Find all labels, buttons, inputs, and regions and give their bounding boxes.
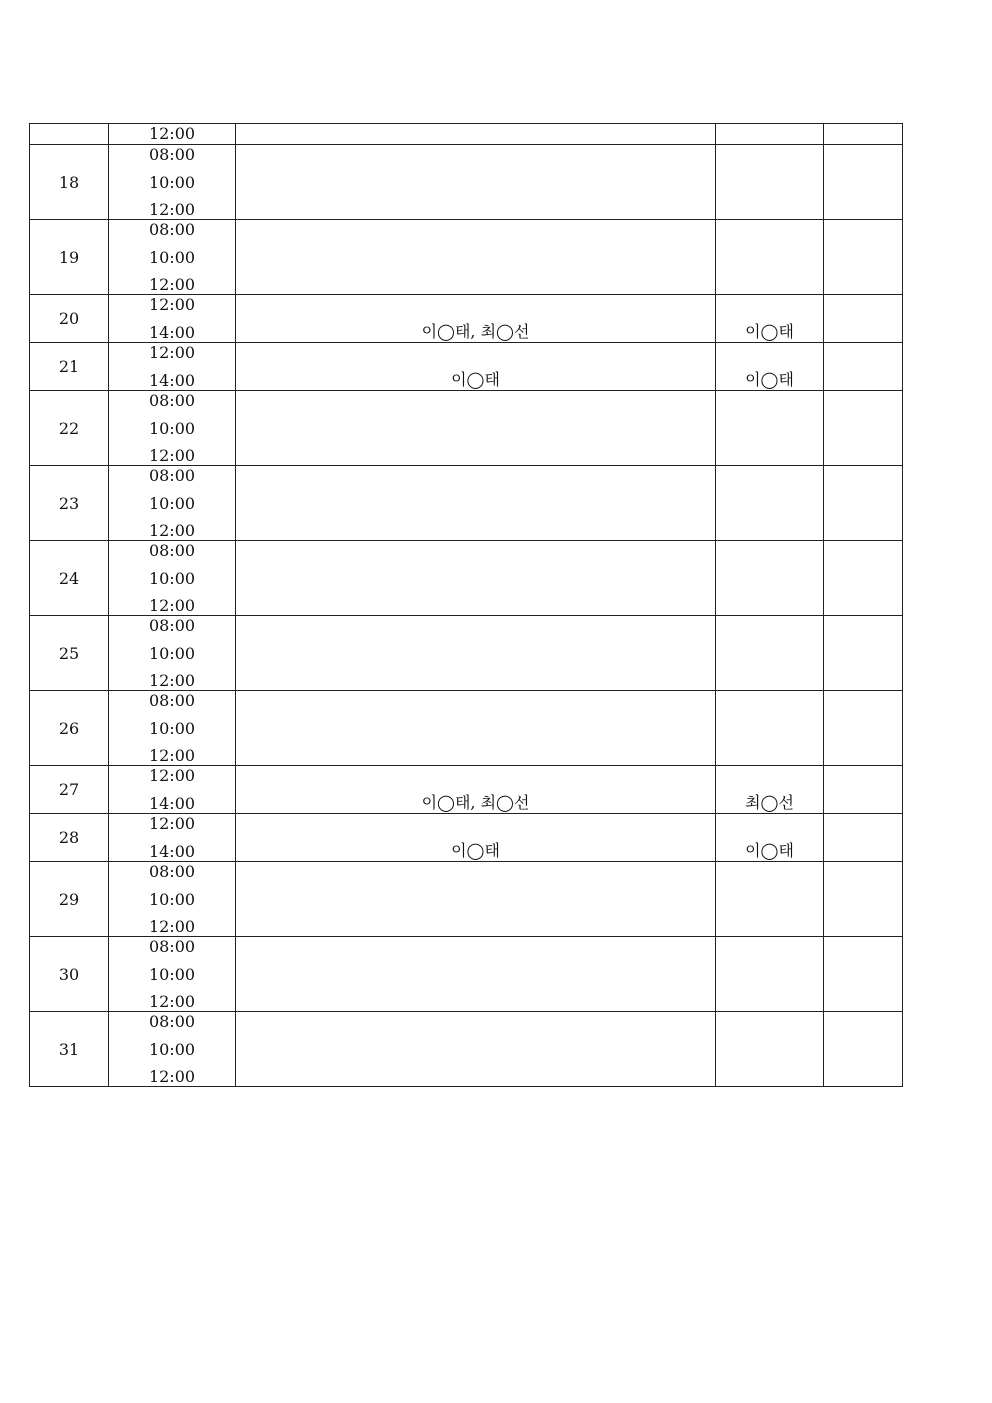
time-cell [109, 145, 236, 220]
note-cell [824, 466, 903, 541]
time-slot: 12:00 [148, 446, 196, 465]
participants-text: 이◯태 [451, 841, 500, 860]
duty-cell [716, 691, 824, 766]
schedule-row [30, 124, 903, 145]
participants-cell [236, 124, 716, 145]
day-cell: 26 [30, 691, 109, 766]
time-slot: 08:00 [148, 1012, 196, 1031]
duty-cell [716, 814, 824, 862]
day-cell: 23 [30, 466, 109, 541]
note-cell [824, 766, 903, 814]
time-cell [109, 295, 236, 343]
day-cell: 30 [30, 937, 109, 1012]
duty-cell [716, 466, 824, 541]
time-slot: 12:00 [148, 992, 196, 1011]
participants-text: 이◯태 [451, 370, 500, 389]
note-cell [824, 220, 903, 295]
time-slot: 12:00 [148, 295, 196, 314]
schedule-row [30, 1012, 903, 1087]
duty-cell [716, 541, 824, 616]
time-slot-list [109, 691, 235, 765]
time-slot: 12:00 [148, 671, 196, 690]
time-slot: 12:00 [148, 1067, 196, 1086]
schedule-table-body [30, 124, 903, 1087]
note-cell [824, 541, 903, 616]
note-cell [824, 391, 903, 466]
time-slot: 08:00 [148, 616, 196, 635]
time-cell [109, 466, 236, 541]
time-cell [109, 814, 236, 862]
duty-cell [716, 124, 824, 145]
participants-cell [236, 466, 716, 541]
time-slot-list [109, 391, 235, 465]
time-slot-list [109, 466, 235, 540]
time-slot: 08:00 [148, 862, 196, 881]
participants-cell [236, 937, 716, 1012]
duty-cell [716, 766, 824, 814]
time-cell [109, 616, 236, 691]
day-cell: 24 [30, 541, 109, 616]
time-cell [109, 343, 236, 391]
time-slot: 12:00 [148, 746, 196, 765]
time-slot: 14:00 [148, 794, 196, 813]
participants-cell [236, 343, 716, 391]
day-cell: 28 [30, 814, 109, 862]
time-slot: 12:00 [148, 766, 196, 785]
participants-cell [236, 862, 716, 937]
schedule-row [30, 616, 903, 691]
participants-text: 이◯태, 최◯선 [421, 322, 530, 341]
note-cell [824, 145, 903, 220]
duty-cell [716, 145, 824, 220]
time-slot-list [109, 541, 235, 615]
duty-text: 이◯태 [745, 841, 794, 860]
time-slot: 10:00 [148, 643, 196, 663]
participants-cell [236, 814, 716, 862]
schedule-row [30, 862, 903, 937]
schedule-sheet [29, 123, 899, 1087]
participants-cell [236, 541, 716, 616]
duty-text: 최◯선 [745, 793, 794, 812]
day-cell: 19 [30, 220, 109, 295]
time-cell [109, 124, 236, 145]
time-slot: 10:00 [148, 172, 196, 192]
time-slot-list [109, 343, 235, 390]
time-slot: 08:00 [148, 466, 196, 485]
note-cell [824, 616, 903, 691]
time-slot: 10:00 [148, 418, 196, 438]
note-cell [824, 124, 903, 145]
time-cell [109, 862, 236, 937]
note-cell [824, 691, 903, 766]
note-cell [824, 295, 903, 343]
time-slot-list [109, 862, 235, 936]
time-slot-list [109, 616, 235, 690]
time-slot: 10:00 [148, 964, 196, 984]
note-cell [824, 814, 903, 862]
schedule-row [30, 295, 903, 343]
schedule-table [29, 123, 903, 1087]
time-slot-list [109, 1012, 235, 1086]
schedule-row [30, 814, 903, 862]
schedule-row [30, 466, 903, 541]
duty-cell [716, 937, 824, 1012]
schedule-row [30, 766, 903, 814]
time-cell [109, 1012, 236, 1087]
time-slot: 10:00 [148, 889, 196, 909]
participants-cell [236, 295, 716, 343]
schedule-row [30, 343, 903, 391]
time-slot: 10:00 [148, 568, 196, 588]
schedule-row [30, 937, 903, 1012]
time-cell [109, 541, 236, 616]
day-cell: 20 [30, 295, 109, 343]
day-cell: 29 [30, 862, 109, 937]
time-slot: 10:00 [148, 718, 196, 738]
time-slot-list [109, 295, 235, 342]
day-cell: 18 [30, 145, 109, 220]
schedule-row [30, 691, 903, 766]
participants-cell [236, 691, 716, 766]
schedule-row [30, 220, 903, 295]
time-slot: 08:00 [148, 691, 196, 710]
note-cell [824, 343, 903, 391]
duty-cell [716, 220, 824, 295]
participants-cell [236, 1012, 716, 1087]
note-cell [824, 937, 903, 1012]
participants-text: 이◯태, 최◯선 [421, 793, 530, 812]
time-slot: 14:00 [148, 842, 196, 861]
time-slot: 12:00 [148, 814, 196, 833]
schedule-row [30, 391, 903, 466]
time-slot: 10:00 [148, 1039, 196, 1059]
day-cell: 31 [30, 1012, 109, 1087]
time-slot: 08:00 [148, 145, 196, 164]
time-cell [109, 937, 236, 1012]
time-slot: 08:00 [148, 541, 196, 560]
time-slot: 12:00 [148, 596, 196, 615]
time-cell [109, 220, 236, 295]
note-cell [824, 862, 903, 937]
time-slot: 08:00 [148, 937, 196, 956]
day-cell: 22 [30, 391, 109, 466]
time-slot: 12:00 [148, 275, 196, 294]
time-cell [109, 391, 236, 466]
time-slot-list [109, 124, 235, 144]
time-cell [109, 766, 236, 814]
time-slot-list [109, 145, 235, 219]
time-slot-list [109, 937, 235, 1011]
duty-cell [716, 1012, 824, 1087]
day-cell: 21 [30, 343, 109, 391]
time-cell [109, 691, 236, 766]
time-slot: 14:00 [148, 323, 196, 342]
time-slot: 12:00 [148, 343, 196, 362]
time-slot: 12:00 [148, 917, 196, 936]
duty-cell [716, 343, 824, 391]
duty-text: 이◯태 [745, 370, 794, 389]
time-slot: 08:00 [148, 391, 196, 410]
participants-cell [236, 766, 716, 814]
duty-cell [716, 862, 824, 937]
time-slot: 10:00 [148, 247, 196, 267]
time-slot: 14:00 [148, 371, 196, 390]
schedule-row [30, 145, 903, 220]
day-cell [30, 124, 109, 145]
time-slot: 08:00 [148, 220, 196, 239]
duty-cell [716, 391, 824, 466]
participants-cell [236, 391, 716, 466]
duty-cell [716, 295, 824, 343]
time-slot-list [109, 766, 235, 813]
participants-cell [236, 220, 716, 295]
time-slot: 10:00 [148, 493, 196, 513]
day-cell: 27 [30, 766, 109, 814]
schedule-row [30, 541, 903, 616]
time-slot: 12:00 [148, 200, 196, 219]
time-slot-list [109, 814, 235, 861]
participants-cell [236, 145, 716, 220]
time-slot: 12:00 [148, 124, 196, 143]
time-slot-list [109, 220, 235, 294]
duty-cell [716, 616, 824, 691]
participants-cell [236, 616, 716, 691]
note-cell [824, 1012, 903, 1087]
duty-text: 이◯태 [745, 322, 794, 341]
day-cell: 25 [30, 616, 109, 691]
time-slot: 12:00 [148, 521, 196, 540]
